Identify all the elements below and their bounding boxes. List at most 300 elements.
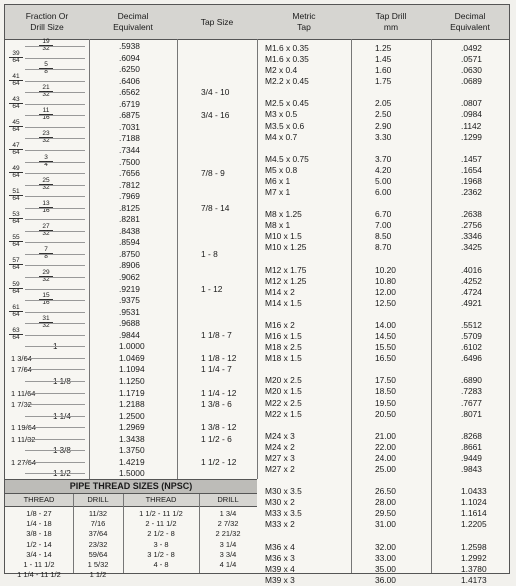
row-rule bbox=[25, 277, 85, 278]
decimal-value: .7500 bbox=[119, 156, 140, 167]
metric-tap-value: M2 x 0.4 bbox=[265, 65, 298, 76]
fraction-numerator: 51 bbox=[12, 188, 20, 196]
metric-decimal-value: 1.2205 bbox=[461, 519, 487, 530]
tap-drill-mm-value: 25.00 bbox=[375, 464, 396, 475]
row-rule bbox=[25, 196, 85, 197]
fraction-denominator: 16 bbox=[39, 114, 53, 121]
fraction-64th bbox=[9, 74, 23, 87]
decimal-value: .7031 bbox=[119, 121, 140, 132]
header-decimal: Decimal Equivalent bbox=[113, 11, 153, 32]
decimal-value: .7188 bbox=[119, 133, 140, 144]
tap-size-value: 1 1/4 - 12 bbox=[201, 387, 237, 398]
metric-tap-value: M3.5 x 0.6 bbox=[265, 120, 305, 131]
metric-tap-value: M20 x 2.5 bbox=[265, 375, 302, 386]
tap-drill-mm-value: 15.50 bbox=[375, 342, 396, 353]
column-rule bbox=[89, 39, 90, 479]
metric-tap-value: M22 x 1.5 bbox=[265, 408, 302, 419]
pipe-drill-value: 4 1/4 bbox=[219, 560, 237, 569]
fraction-numerator: 7 bbox=[44, 245, 48, 253]
fraction-numerator: 27 bbox=[42, 222, 50, 230]
metric-decimal-value: .7283 bbox=[461, 386, 482, 397]
fraction-64th bbox=[9, 189, 23, 202]
metric-decimal-value: .7677 bbox=[461, 397, 482, 408]
pipe-drill-value: 23/32 bbox=[88, 539, 108, 549]
tap-drill-mm-value: 17.50 bbox=[375, 375, 396, 386]
fraction-whole: 1 3/8 bbox=[53, 446, 71, 456]
decimal-value: 1.2188 bbox=[119, 399, 145, 410]
tap-drill-mm-value: 29.50 bbox=[375, 508, 396, 519]
pipe-drill-value: 7/16 bbox=[90, 519, 106, 529]
metric-tap-value: M14 x 1.5 bbox=[265, 297, 302, 308]
fraction-denominator: 4 bbox=[39, 161, 53, 168]
metric-tap-value: M10 x 1.5 bbox=[265, 231, 302, 242]
metric-tap-value: M1.6 x 0.35 bbox=[265, 43, 309, 53]
tap-drill-mm-value: 2.05 bbox=[375, 98, 392, 109]
metric-tap-value: M18 x 2.5 bbox=[265, 342, 302, 353]
decimal-value: 1.2969 bbox=[119, 422, 145, 433]
tap-drill-mm-value: 12.00 bbox=[375, 286, 396, 297]
fraction-64th bbox=[9, 235, 23, 248]
metric-decimal-value: .2362 bbox=[461, 187, 482, 198]
row-rule bbox=[25, 323, 85, 324]
metric-tap-value: M36 x 3 bbox=[265, 552, 295, 563]
fraction-mixed-64th: 1 11/32 bbox=[11, 434, 36, 444]
decimal-value: .6406 bbox=[119, 75, 140, 86]
fraction-64th bbox=[9, 97, 23, 110]
row-rule bbox=[25, 127, 85, 128]
fraction-denominator: 64 bbox=[9, 80, 23, 87]
column-rule bbox=[257, 39, 258, 479]
decimal-value: 1.3750 bbox=[119, 445, 145, 456]
column-rule bbox=[351, 39, 352, 573]
fraction-numerator: 57 bbox=[12, 257, 20, 265]
decimal-value: .8281 bbox=[119, 214, 140, 225]
pipe-col-thread-1: THREAD bbox=[23, 495, 55, 504]
pipe-drill-value: 2 7/32 bbox=[217, 519, 239, 529]
tap-drill-mm-value: 24.00 bbox=[375, 452, 396, 463]
decimal-value: .9531 bbox=[119, 306, 140, 317]
fraction-numerator: 45 bbox=[12, 118, 20, 126]
metric-tap-value: M20 x 1.5 bbox=[265, 386, 302, 397]
decimal-value: .8438 bbox=[119, 225, 140, 236]
fraction-whole: 1 1/4 bbox=[53, 411, 71, 421]
decimal-value: .6094 bbox=[119, 52, 140, 63]
fraction-whole: 1 1/8 bbox=[53, 376, 71, 386]
metric-decimal-value: .1299 bbox=[461, 131, 482, 142]
fraction-numerator: 23 bbox=[42, 130, 50, 138]
fraction-mixed-64th: 1 19/64 bbox=[11, 423, 37, 433]
row-rule bbox=[25, 115, 85, 116]
row-rule bbox=[25, 219, 85, 220]
row-rule bbox=[25, 242, 85, 243]
metric-decimal-value: .4724 bbox=[461, 286, 482, 297]
row-rule bbox=[25, 92, 85, 93]
pipe-drill-value: 1 5/32 bbox=[87, 560, 109, 569]
tap-drill-mm-value: 33.00 bbox=[375, 552, 396, 563]
row-rule bbox=[25, 104, 85, 105]
row-rule bbox=[25, 335, 85, 336]
tap-drill-mm-value: 5.00 bbox=[375, 175, 392, 186]
metric-tap-value: M2.5 x 0.45 bbox=[265, 98, 309, 109]
pipe-thread-value: 2 1/2 - 8 bbox=[147, 529, 175, 539]
header-metric-decimal: Decimal Equivalent bbox=[450, 11, 490, 32]
fraction-mixed-64th: 1 7/32 bbox=[11, 400, 32, 410]
pipe-thread-value: 1 1/4 - 11 1/2 bbox=[17, 570, 61, 580]
metric-decimal-value: .2756 bbox=[461, 220, 482, 231]
tap-size-value: 1 1/4 - 7 bbox=[201, 364, 232, 375]
metric-decimal-value: .1142 bbox=[461, 120, 482, 131]
metric-decimal-value: .3425 bbox=[461, 242, 482, 253]
metric-decimal-value: .6102 bbox=[461, 342, 482, 353]
tap-drill-mm-value: 10.20 bbox=[375, 264, 396, 275]
pipe-thread-value: 2 - 11 1/2 bbox=[145, 519, 177, 529]
metric-decimal-value: .4921 bbox=[461, 297, 482, 308]
metric-tap-value: M33 x 2 bbox=[265, 519, 295, 530]
tap-drill-mm-value: 28.00 bbox=[375, 497, 396, 508]
decimal-value: .7812 bbox=[119, 179, 140, 190]
decimal-value: 1.2500 bbox=[119, 410, 145, 421]
tap-drill-mm-value: 1.60 bbox=[375, 65, 392, 76]
fraction-mixed-64th: 1 11/64 bbox=[11, 388, 36, 398]
fraction-numerator: 41 bbox=[12, 72, 20, 80]
row-rule bbox=[25, 173, 85, 174]
fraction-denominator: 32 bbox=[39, 137, 53, 144]
row-rule bbox=[25, 185, 85, 186]
tap-size-value: 1 1/2 - 12 bbox=[201, 456, 237, 467]
fraction-numerator: 13 bbox=[42, 199, 50, 207]
pipe-col-thread-2: THREAD bbox=[145, 495, 177, 504]
row-rule bbox=[25, 208, 85, 209]
metric-tap-value: M24 x 3 bbox=[265, 430, 295, 441]
decimal-value: .7656 bbox=[119, 168, 140, 179]
fraction-numerator: 61 bbox=[12, 303, 20, 311]
pipe-column-rule bbox=[73, 494, 74, 573]
fraction-numerator: 25 bbox=[42, 176, 50, 184]
fraction-denominator: 16 bbox=[39, 207, 53, 214]
fraction-denominator: 64 bbox=[9, 195, 23, 202]
tap-drill-mm-value: 4.20 bbox=[375, 164, 392, 175]
metric-decimal-value: .0807 bbox=[461, 98, 482, 109]
fraction-denominator: 64 bbox=[9, 241, 23, 248]
metric-decimal-value: .1654 bbox=[461, 164, 482, 175]
fraction-numerator: 53 bbox=[12, 211, 20, 219]
pipe-thread-value: 3/8 - 18 bbox=[26, 529, 52, 539]
fraction-denominator: 32 bbox=[39, 322, 53, 329]
fraction-whole: 1 bbox=[53, 342, 58, 352]
decimal-value: 1.5000 bbox=[119, 468, 145, 479]
metric-tap-value: M8 x 1 bbox=[265, 220, 291, 231]
fraction-denominator: 32 bbox=[39, 45, 53, 52]
row-rule bbox=[25, 254, 85, 255]
metric-decimal-value: .0492 bbox=[461, 43, 482, 53]
fraction-64th bbox=[9, 166, 23, 179]
metric-decimal-value: .4016 bbox=[461, 264, 482, 275]
metric-decimal-value: .0984 bbox=[461, 109, 482, 120]
metric-decimal-value: .1968 bbox=[461, 175, 482, 186]
metric-tap-value: M27 x 3 bbox=[265, 452, 295, 463]
row-rule bbox=[25, 416, 85, 417]
metric-tap-value: M24 x 2 bbox=[265, 441, 295, 452]
fraction-denominator: 64 bbox=[9, 149, 23, 156]
tap-drill-mm-value: 7.00 bbox=[375, 220, 392, 231]
fraction-64th bbox=[9, 305, 23, 318]
tap-drill-mm-value: 8.50 bbox=[375, 231, 392, 242]
pipe-drill-value: 11/32 bbox=[88, 509, 108, 518]
row-rule bbox=[25, 58, 85, 59]
tap-drill-mm-value: 3.30 bbox=[375, 131, 392, 142]
pipe-drill-value: 3 3/4 bbox=[219, 549, 237, 559]
fraction-numerator: 5 bbox=[44, 61, 48, 69]
header-metric-tap: Metric Tap bbox=[292, 11, 316, 32]
column-rule bbox=[431, 39, 432, 573]
tap-drill-mm-value: 6.70 bbox=[375, 209, 392, 220]
tap-drill-mm-value: 36.00 bbox=[375, 574, 396, 585]
metric-decimal-value: .5709 bbox=[461, 331, 482, 342]
pipe-col-drill-2: DRILL bbox=[217, 495, 239, 504]
decimal-value: 1.1719 bbox=[119, 387, 145, 398]
metric-tap-value: M2.2 x 0.45 bbox=[265, 76, 309, 87]
metric-decimal-value: .8268 bbox=[461, 430, 482, 441]
pipe-drill-value: 3 1/4 bbox=[219, 539, 237, 549]
pipe-drill-value: 1 1/2 bbox=[89, 570, 107, 580]
fraction-numerator: 21 bbox=[42, 84, 50, 92]
fraction-denominator: 32 bbox=[39, 230, 53, 237]
decimal-value: 1.1094 bbox=[119, 364, 145, 375]
metric-tap-value: M8 x 1.25 bbox=[265, 209, 302, 220]
tap-drill-mm-value: 1.45 bbox=[375, 54, 392, 65]
metric-tap-value: M39 x 4 bbox=[265, 563, 295, 574]
fraction-denominator: 64 bbox=[9, 311, 23, 318]
row-rule bbox=[25, 381, 85, 382]
metric-tap-value: M18 x 1.5 bbox=[265, 353, 302, 364]
row-rule bbox=[25, 439, 85, 440]
tap-drill-mm-value: 3.70 bbox=[375, 153, 392, 164]
metric-tap-value: M16 x 1.5 bbox=[265, 331, 302, 342]
tap-drill-mm-value: 18.50 bbox=[375, 386, 396, 397]
fraction-denominator: 32 bbox=[39, 276, 53, 283]
fraction-mixed-64th: 1 3/64 bbox=[11, 353, 32, 363]
fraction-numerator: 49 bbox=[12, 165, 20, 173]
tap-size-value: 1 1/2 - 6 bbox=[201, 433, 232, 444]
fraction-denominator: 32 bbox=[39, 91, 53, 98]
tap-drill-mm-value: 20.50 bbox=[375, 408, 396, 419]
metric-tap-value: M30 x 2 bbox=[265, 497, 295, 508]
fraction-denominator: 64 bbox=[9, 218, 23, 225]
tap-drill-mm-value: 1.25 bbox=[375, 43, 392, 53]
pipe-thread-value: 1/8 - 27 bbox=[26, 509, 52, 518]
pipe-column-rule bbox=[199, 494, 200, 573]
fraction-mixed-64th: 1 27/64 bbox=[11, 457, 37, 467]
metric-decimal-value: 1.1614 bbox=[461, 508, 487, 519]
metric-decimal-value: .8661 bbox=[461, 441, 482, 452]
tap-drill-mm-value: 32.00 bbox=[375, 541, 396, 552]
tap-size-value: 1 3/8 - 12 bbox=[201, 422, 237, 433]
metric-tap-value: M1.6 x 0.35 bbox=[265, 54, 309, 65]
tap-drill-mm-value: 16.50 bbox=[375, 353, 396, 364]
tap-size-value: 1 - 8 bbox=[201, 248, 218, 259]
metric-tap-value: M6 x 1 bbox=[265, 175, 291, 186]
tap-drill-mm-value: 8.70 bbox=[375, 242, 392, 253]
row-rule bbox=[25, 150, 85, 151]
tap-drill-mm-value: 35.00 bbox=[375, 563, 396, 574]
row-rule bbox=[25, 300, 85, 301]
tap-drill-mm-value: 31.00 bbox=[375, 519, 396, 530]
pipe-thread-value: 3 - 8 bbox=[153, 539, 169, 549]
decimal-value: .6719 bbox=[119, 98, 140, 109]
row-rule bbox=[25, 473, 85, 474]
row-rule bbox=[25, 289, 85, 290]
metric-decimal-value: 1.2992 bbox=[461, 552, 487, 563]
row-rule bbox=[25, 404, 85, 405]
metric-tap-value: M22 x 2.5 bbox=[265, 397, 302, 408]
tap-drill-mm-value: 19.50 bbox=[375, 397, 396, 408]
metric-decimal-value: .5512 bbox=[461, 320, 482, 330]
tap-size-value: 1 3/8 - 6 bbox=[201, 399, 232, 410]
metric-tap-value: M12 x 1.75 bbox=[265, 264, 307, 275]
decimal-value: .9375 bbox=[119, 295, 140, 306]
metric-decimal-value: .8071 bbox=[461, 408, 482, 419]
decimal-value: 1.4219 bbox=[119, 456, 145, 467]
tap-drill-mm-value: 26.50 bbox=[375, 486, 396, 497]
fraction-denominator: 8 bbox=[39, 253, 53, 260]
fraction-64th bbox=[9, 143, 23, 156]
fraction-denominator: 16 bbox=[39, 299, 53, 306]
row-rule bbox=[25, 162, 85, 163]
metric-tap-value: M16 x 2 bbox=[265, 320, 295, 330]
pipe-drill-value: 2 21/32 bbox=[215, 529, 241, 539]
decimal-value: 1.1250 bbox=[119, 375, 145, 386]
fraction-denominator: 64 bbox=[9, 264, 23, 271]
fraction-numerator: 63 bbox=[12, 326, 20, 334]
metric-decimal-value: .0630 bbox=[461, 65, 482, 76]
fraction-numerator: 59 bbox=[12, 280, 20, 288]
tap-size-value: 3/4 - 16 bbox=[201, 110, 230, 121]
metric-decimal-value: 1.1024 bbox=[461, 497, 487, 508]
pipe-thread-value: 4 - 8 bbox=[153, 560, 169, 569]
fraction-denominator: 64 bbox=[9, 172, 23, 179]
pipe-thread-subheader bbox=[5, 494, 257, 507]
pipe-thread-title: PIPE THREAD SIZES (NPSC) bbox=[5, 479, 257, 494]
decimal-value: .6875 bbox=[119, 110, 140, 121]
fraction-64th bbox=[9, 282, 23, 295]
decimal-value: .5938 bbox=[119, 41, 140, 51]
fraction-whole: 1 1/2 bbox=[53, 469, 71, 479]
decimal-value: .9688 bbox=[119, 318, 140, 329]
tap-drill-mm-value: 22.00 bbox=[375, 441, 396, 452]
fraction-denominator: 64 bbox=[9, 57, 23, 64]
decimal-value: .9062 bbox=[119, 272, 140, 282]
tap-drill-chart bbox=[4, 4, 510, 585]
row-rule bbox=[25, 346, 85, 347]
tap-drill-mm-value: 10.80 bbox=[375, 275, 396, 286]
tap-drill-mm-value: 2.50 bbox=[375, 109, 392, 120]
fraction-numerator: 15 bbox=[42, 292, 50, 300]
column-rule bbox=[177, 39, 178, 479]
metric-decimal-value: 1.0433 bbox=[461, 486, 487, 497]
metric-tap-value: M7 x 1 bbox=[265, 187, 291, 198]
decimal-value: .8125 bbox=[119, 202, 140, 213]
metric-tap-value: M14 x 2 bbox=[265, 286, 295, 297]
fraction-denominator: 32 bbox=[39, 184, 53, 191]
fraction-numerator: 43 bbox=[12, 95, 20, 103]
fraction-numerator: 3 bbox=[44, 153, 48, 161]
pipe-thread-value: 3 1/2 - 8 bbox=[147, 549, 175, 559]
fraction-denominator: 8 bbox=[39, 68, 53, 75]
row-rule bbox=[25, 81, 85, 82]
tap-drill-mm-value: 14.00 bbox=[375, 320, 396, 330]
decimal-value: 1.0469 bbox=[119, 352, 145, 363]
metric-tap-value: M36 x 4 bbox=[265, 541, 295, 552]
row-rule bbox=[25, 358, 85, 359]
fraction-denominator: 64 bbox=[9, 288, 23, 295]
row-rule bbox=[25, 450, 85, 451]
fraction-64th bbox=[9, 212, 23, 225]
pipe-drill-value: 1 3/4 bbox=[219, 509, 237, 518]
decimal-value: .6562 bbox=[119, 87, 140, 98]
pipe-thread-value: 1 - 11 1/2 bbox=[23, 560, 55, 569]
metric-decimal-value: 1.3780 bbox=[461, 563, 487, 574]
fraction-numerator: 11 bbox=[42, 107, 50, 115]
pipe-col-drill-1: DRILL bbox=[87, 495, 109, 504]
metric-tap-value: M33 x 3.5 bbox=[265, 508, 302, 519]
fraction-numerator: 31 bbox=[42, 315, 50, 323]
metric-tap-value: M10 x 1.25 bbox=[265, 242, 307, 253]
fraction-numerator: 19 bbox=[42, 38, 50, 45]
tap-drill-mm-value: 1.75 bbox=[375, 76, 392, 87]
fraction-denominator: 64 bbox=[9, 334, 23, 341]
fraction-numerator: 55 bbox=[12, 234, 20, 242]
row-rule bbox=[25, 462, 85, 463]
metric-decimal-value: 1.2598 bbox=[461, 541, 487, 552]
metric-decimal-value: .3346 bbox=[461, 231, 482, 242]
decimal-value: 1.0000 bbox=[119, 341, 145, 352]
metric-decimal-value: .4252 bbox=[461, 275, 482, 286]
fraction-numerator: 29 bbox=[42, 269, 50, 276]
tap-size-value: 7/8 - 14 bbox=[201, 202, 230, 213]
metric-decimal-value: .1457 bbox=[461, 153, 482, 164]
decimal-value: .7344 bbox=[119, 144, 140, 155]
fraction-64th bbox=[9, 51, 23, 64]
row-rule bbox=[25, 231, 85, 232]
decimal-value: .9844 bbox=[119, 329, 140, 340]
metric-decimal-value: .9843 bbox=[461, 464, 482, 475]
fraction-64th bbox=[9, 328, 23, 341]
row-rule bbox=[25, 46, 85, 47]
pipe-thread-value: 1/2 - 14 bbox=[26, 539, 52, 549]
tap-drill-mm-value: 2.90 bbox=[375, 120, 392, 131]
row-rule bbox=[25, 265, 85, 266]
fraction-numerator: 39 bbox=[12, 49, 20, 57]
metric-decimal-value: .0689 bbox=[461, 76, 482, 87]
metric-decimal-value: .6890 bbox=[461, 375, 482, 386]
decimal-value: .7969 bbox=[119, 191, 140, 202]
header-fraction: Fraction Or Drill Size bbox=[25, 11, 69, 32]
tap-size-value: 1 1/8 - 7 bbox=[201, 329, 232, 340]
metric-tap-value: M27 x 2 bbox=[265, 464, 295, 475]
tap-size-value: 1 - 12 bbox=[201, 283, 223, 294]
row-rule bbox=[25, 369, 85, 370]
metric-decimal-value: .6496 bbox=[461, 353, 482, 364]
pipe-thread-value: 1 1/2 - 11 1/2 bbox=[139, 509, 183, 518]
metric-decimal-value: .2638 bbox=[461, 209, 482, 220]
decimal-value: .8906 bbox=[119, 260, 140, 271]
fraction-denominator: 64 bbox=[9, 103, 23, 110]
tap-drill-mm-value: 6.00 bbox=[375, 187, 392, 198]
decimal-value: .9219 bbox=[119, 283, 140, 294]
metric-tap-value: M4.5 x 0.75 bbox=[265, 153, 309, 164]
header-row bbox=[5, 5, 509, 40]
tap-size-value: 3/4 - 10 bbox=[201, 87, 230, 98]
